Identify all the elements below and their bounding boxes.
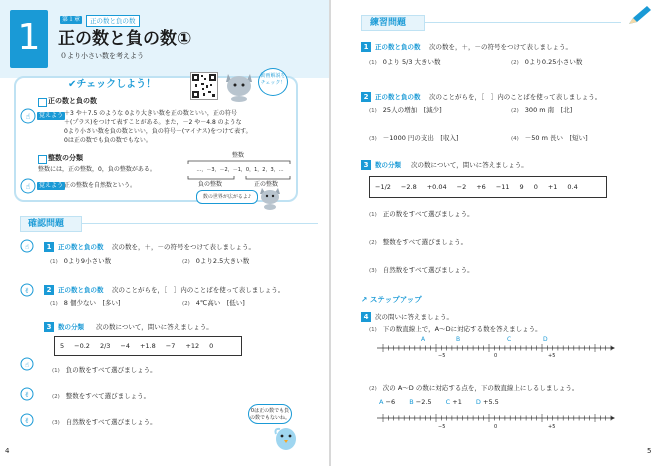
qr-code-icon (191, 73, 217, 99)
tick-label-minus5: −5 (438, 353, 446, 359)
item-number: (1) (50, 301, 58, 307)
item-number: (4) (511, 136, 519, 142)
item-number: (2) (182, 259, 190, 265)
svg-text:☝: ☝ (25, 182, 31, 191)
number-value: +12 (185, 342, 200, 350)
svg-text:☝: ☝ (25, 112, 31, 121)
left-page (0, 0, 329, 466)
question-2-title: 正の数と負の数 (58, 286, 104, 294)
question-1-item-1 (369, 58, 441, 68)
chapter-name: 正の数と負の数 (86, 15, 140, 27)
question-number-2: 2 (361, 92, 371, 102)
number-value: 0 (533, 183, 538, 191)
question-2-text: 次のことがらを，［ ］内のことばを使って表しましょう。 (112, 286, 285, 294)
tick-label-0: 0 (494, 424, 498, 430)
question-3-text: 次の数について，問いに答えましょう。 (411, 161, 528, 169)
item-text: 正の数をすべて選びましょう。 (382, 210, 474, 218)
section1-text-line3: 0より小さい数を負の数といい，負の符号－(マイナス)をつけて表す。 (64, 128, 252, 135)
integer-values: …，－3，－2，－1，0，1，2，3，… (196, 167, 284, 173)
checkbox-icon (38, 98, 47, 107)
victory-hand-icon (20, 282, 34, 296)
question-number-3: 3 (44, 322, 54, 332)
question-1-text: 次の数を，＋，－の符号をつけて表しましょう。 (429, 43, 572, 51)
item-number: (1) (369, 60, 377, 66)
number-value: +1.8 (140, 342, 156, 350)
section1-text-line2: ＋(プラス)をつけて表すことがある。また，－2 や－4.8 のような (64, 119, 242, 126)
qr-code (190, 72, 218, 100)
item-number: (1) (52, 368, 60, 374)
point-letter: D (475, 398, 481, 406)
bird-mascot-icon (272, 424, 300, 454)
question-1-item-2 (182, 257, 249, 267)
renshu-header: 練習問題 (370, 18, 407, 28)
question-2-item-1 (50, 299, 121, 309)
question-2-item-4 (511, 134, 588, 144)
item-number: (1) (50, 259, 58, 265)
page-subtitle: ０より小さい数を考えよう (60, 52, 144, 60)
step-up-text: ステップアップ (369, 295, 422, 304)
question-number-1: 1 (361, 42, 371, 52)
point-value: −6 (385, 398, 396, 406)
item-text: 0より0.25小さい数 (524, 58, 583, 66)
header-rule (425, 22, 621, 23)
number-value: 0.4 (567, 183, 578, 191)
negative-integer-label: 負の整数 (198, 181, 223, 188)
question-4-item-2 (369, 384, 578, 394)
item-text: 整数をすべて選びましょう。 (65, 392, 151, 400)
svg-text:✌: ✌ (24, 417, 30, 425)
number-value: +1 (547, 183, 558, 191)
question-3-item-1 (52, 366, 157, 376)
point-letter: C (445, 398, 451, 406)
check-heading-text: チェックしよう！ (76, 79, 157, 90)
question-3-item-3 (52, 418, 157, 428)
section-title-positive-negative: 正の数と負の数 (48, 97, 97, 105)
section1-text-line1: ＋3 や＋7.5 のような 0より大きい数を正の数といい，正の符号 (64, 110, 237, 117)
point-value-list (379, 398, 499, 407)
number-value: +6 (476, 183, 486, 191)
item-number: (2) (52, 394, 60, 400)
item-text: 整数をすべて選びましょう。 (382, 238, 468, 246)
arrow-up-right-icon: ↗ (361, 295, 368, 304)
tick-label-plus5: +5 (548, 424, 556, 430)
check-mark-icon: ✔ (68, 79, 77, 90)
right-page (331, 0, 660, 466)
item-number: (1) (369, 327, 377, 333)
point-value: +1 (452, 398, 462, 406)
number-value: 2/3 (99, 342, 111, 350)
question-1-item-2 (511, 58, 582, 68)
question-1-title: 正の数と負の数 (58, 243, 104, 251)
kakunin-header: 確認問題 (28, 219, 65, 229)
item-text: 0より9小さい数 (63, 257, 112, 265)
question-number-4: 4 (361, 312, 371, 322)
point-value: +5.5 (483, 398, 499, 406)
number-line-1 (375, 338, 615, 364)
speech-bubble: 数の世界が広がるよ♪ (196, 190, 258, 204)
item-text: 0より 5/3 大きい数 (382, 58, 441, 66)
tick-label-plus5: +5 (548, 353, 556, 359)
item-text: 8 個少ない [多い] (63, 299, 121, 307)
item-text: 300 m 南 [北] (524, 106, 573, 114)
item-number: (3) (369, 268, 377, 274)
cat-mascot-icon (258, 184, 282, 210)
question-3-text: 次の数について，問いに答えましょう。 (96, 323, 213, 331)
memorize-tag: 覚えよう (39, 182, 64, 189)
question-3-title: 数の分類 (58, 323, 84, 331)
number-value: +0.04 (426, 183, 447, 191)
item-number: (2) (182, 301, 190, 307)
page-title: 正の数と負の数① (58, 29, 192, 49)
item-text: 25人の増加 [減少] (382, 106, 442, 114)
svg-text:✌: ✌ (24, 391, 30, 399)
tick-label-minus5: −5 (438, 424, 446, 430)
question-2-item-2 (511, 106, 572, 116)
question-2-item-2 (182, 299, 245, 309)
number-value: −0.2 (74, 342, 90, 350)
number-set-box (369, 176, 607, 198)
svg-text:☝: ☝ (24, 243, 30, 251)
section2-text-line1: 整数には，正の整数，0，負の整数がある。 (38, 166, 156, 173)
question-number-2: 2 (44, 285, 54, 295)
question-number-3: 3 (361, 160, 371, 170)
item-text: －1000 円の支出 [収入] (382, 134, 459, 142)
memorize-tag: 覚えよう (39, 112, 64, 119)
number-value: −7 (165, 342, 176, 350)
item-number: (3) (52, 420, 60, 426)
question-3-item-3 (369, 266, 474, 276)
item-text: 自然数をすべて選びましょう。 (65, 418, 157, 426)
svg-text:✌: ✌ (24, 287, 30, 295)
number-value: −4 (120, 342, 130, 350)
pointing-hand-icon (20, 108, 36, 124)
item-number: (2) (511, 60, 519, 66)
number-value: 5 (60, 342, 65, 350)
item-number: (1) (369, 212, 377, 218)
item-number: (2) (369, 386, 377, 392)
item-text: －50 m 長い [短い] (524, 134, 588, 142)
chapter-tag: 第１章 (62, 16, 81, 23)
point-letter: A (379, 398, 384, 406)
question-4-text: 次の問いに答えましょう。 (375, 313, 453, 321)
point-label-d: D (543, 336, 548, 343)
section1-text-line4: 0は正の数でも負の数でもない。 (64, 137, 152, 144)
section-title-integers: 整数の分類 (48, 154, 83, 162)
victory-hand-icon (20, 412, 34, 426)
unit-number: 1 (17, 17, 41, 58)
pointing-hand-icon (20, 178, 36, 194)
svg-text:☝: ☝ (24, 361, 30, 369)
tick-label-0: 0 (494, 353, 498, 359)
number-value: 0 (209, 342, 214, 350)
question-3-item-1 (369, 210, 474, 220)
question-2-item-3 (369, 134, 458, 144)
number-set-box (54, 336, 242, 356)
checkbox-icon (38, 155, 47, 164)
positive-integer-label: 正の整数 (254, 181, 279, 188)
item-number: (3) (369, 136, 377, 142)
item-text: 4℃高い [低い] (195, 299, 245, 307)
header-rule (82, 223, 318, 224)
number-value: −2 (456, 183, 467, 191)
number-value: −1/2 (375, 183, 391, 191)
question-2-item-1 (369, 106, 442, 116)
point-letter: B (409, 398, 414, 406)
item-text: 下の数直線上で，A～Dに対応する数を答えましょう。 (382, 325, 542, 333)
section2-text-line2: 正の整数を自然数という。 (64, 182, 137, 189)
question-3-title: 数の分類 (375, 161, 401, 169)
arrow-right-icon (611, 416, 615, 420)
ok-hand-icon (20, 356, 34, 370)
point-label-a: A (421, 336, 426, 343)
question-1-item-1 (50, 257, 111, 267)
pointing-hand-icon (20, 238, 34, 252)
item-number: (1) (369, 108, 377, 114)
check-heading (68, 78, 156, 92)
page-number-left: 4 (5, 447, 10, 455)
number-value: −11 (495, 183, 510, 191)
arrow-right-icon (611, 346, 615, 350)
step-up-heading (361, 295, 422, 305)
pencil-icon (627, 4, 653, 26)
item-text: 0より2.5大きい数 (195, 257, 250, 265)
item-text: 自然数をすべて選びましょう。 (382, 266, 474, 274)
item-text: 負の数をすべて選びましょう。 (65, 366, 157, 374)
question-3-item-2 (369, 238, 467, 248)
question-2-text: 次のことがらを，［ ］内のことばを使って表しましょう。 (429, 93, 602, 101)
speech-bubble: 0は正の数でも負の数でもないね。 (248, 404, 292, 424)
point-value: −2.5 (415, 398, 432, 406)
question-1-text: 次の数を，＋，－の符号をつけて表しましょう。 (112, 243, 255, 251)
question-2-title: 正の数と負の数 (375, 93, 421, 101)
item-text: 次の A～D の数に対応する点を，下の数直線上にしるしましょう。 (382, 384, 579, 392)
point-label-b: B (456, 336, 461, 343)
page-number-right: 5 (647, 447, 652, 455)
mascot-bubble: 動画解説をチェック！ (258, 68, 288, 96)
integer-label: 整数 (232, 152, 245, 159)
item-number: (2) (511, 108, 519, 114)
point-label-c: C (507, 336, 512, 343)
question-1-title: 正の数と負の数 (375, 43, 421, 51)
number-value: −2.8 (400, 183, 417, 191)
ok-hand-icon (20, 386, 34, 400)
question-3-item-2 (52, 392, 150, 402)
cat-mascot-icon (222, 68, 258, 102)
number-value: 9 (519, 183, 524, 191)
question-4-item-1 (369, 325, 542, 335)
item-number: (2) (369, 240, 377, 246)
question-number-1: 1 (44, 242, 54, 252)
